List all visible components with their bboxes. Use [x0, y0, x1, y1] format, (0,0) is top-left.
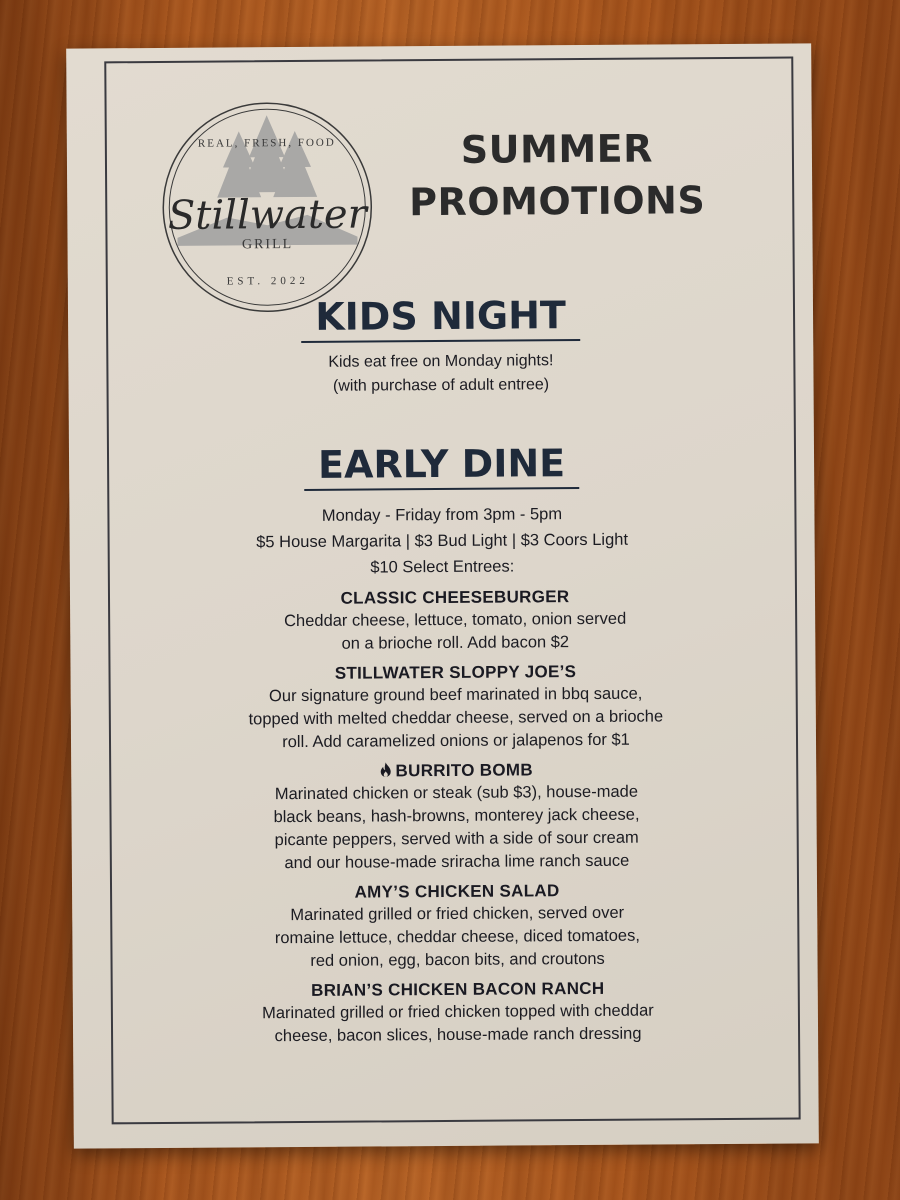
item-name-text: BURRITO BOMB [395, 760, 533, 781]
menu-item-description: Marinated grilled or fried chicken, served over romaine lettuce, cheddar cheese, diced tomatoes, red onion, egg, bacon bits, and croutons [274, 903, 640, 970]
title-line-2: PROMOTIONS [409, 178, 706, 225]
kids-night-details [68, 347, 813, 400]
title-line-1: SUMMER [460, 126, 654, 172]
kids-night-heading-text: KIDS NIGHT [301, 293, 580, 343]
logo-established: EST. 2022 [226, 274, 309, 288]
logo-subtitle: GRILL [241, 237, 294, 253]
fire-icon [379, 761, 392, 776]
logo-name: Stillwater [167, 191, 367, 239]
early-dine-heading-text: EARLY DINE [304, 441, 579, 491]
logo-tagline: REAL, FRESH, FOOD [197, 136, 336, 150]
menu-item-description: Cheddar cheese, lettuce, tomato, onion served on a brioche roll. Add bacon $2 [284, 609, 627, 653]
menu-card [66, 43, 819, 1148]
menu-item-description: Marinated grilled or fried chicken topped with cheddar cheese, bacon slices, house-made ranch dressing [262, 1001, 654, 1046]
item-name-text: BRIAN’S CHICKEN BACON RANCH [311, 978, 605, 1000]
menu-item-description: Marinated chicken or steak (sub $3), house-made black beans, hash-browns, monterey jack cheese, picante peppers, served with a side of sour cream and our house-made sriracha lime ranch sauce [273, 782, 640, 873]
kids-night-heading [68, 291, 813, 344]
item-name-text: STILLWATER SLOPPY JOE’S [334, 662, 577, 683]
entree-list [165, 585, 748, 1049]
kids-night-line-1: Kids eat free on Monday nights! [328, 352, 554, 371]
kids-night-line-2: (with purchase of adult entree) [332, 376, 550, 395]
stillwater-grill-logo [157, 96, 379, 318]
page-title [407, 122, 708, 228]
early-dine-heading [69, 439, 814, 492]
early-dine-drinks: $5 House Margarita | $3 Bud Light | $3 Coors Light [256, 530, 629, 552]
menu-item-description: Our signature ground beef marinated in bbq sauce, topped with melted cheddar cheese, served on a brioche roll. Add caramelized onions or jalapenos for $1 [248, 684, 664, 752]
item-name-text: AMY’S CHICKEN SALAD [354, 881, 560, 902]
item-name-text: CLASSIC CHEESEBURGER [340, 587, 570, 608]
early-dine-hours: Monday - Friday from 3pm - 5pm [321, 505, 563, 525]
early-dine-entrees-label: $10 Select Entrees: [370, 557, 515, 577]
early-dine-details [69, 499, 815, 582]
